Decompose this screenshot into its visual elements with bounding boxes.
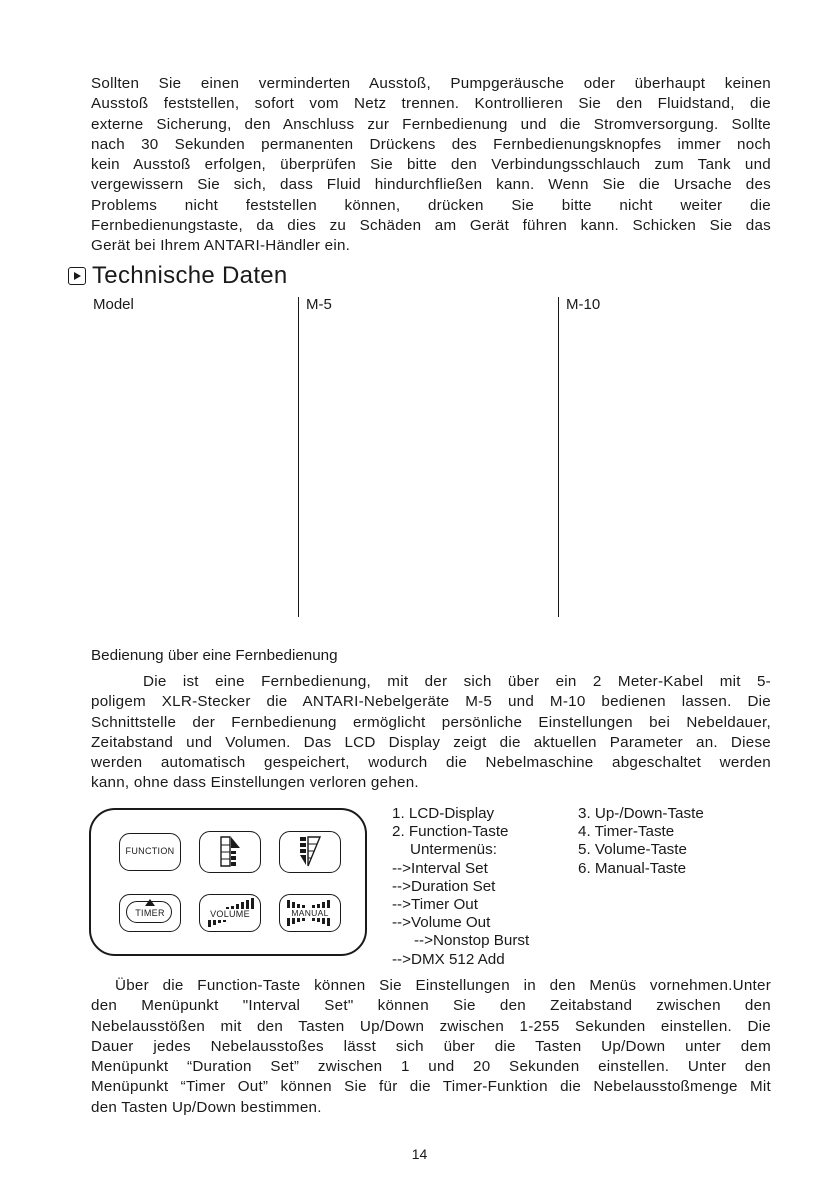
remote-line: Die ist eine Fernbedienung, mit der sich über ein 2 Meter-Kabel mit 5-	[143, 673, 771, 690]
intro-line: kein Ausstoß erfolgen, überprüfen Sie bitte den Verbindungsschlauch zum Tank und	[91, 156, 771, 174]
timer-button	[119, 894, 181, 932]
legend-item: Untermenüs:	[410, 841, 497, 859]
spec-col-model: Model	[93, 296, 134, 313]
legend-item: 6. Manual-Taste	[578, 859, 687, 877]
closing-line: Nebelausstößen mit den Tasten Up/Down zwischen 1-255 Sekunden einstellen. Die	[91, 1017, 771, 1035]
legend-item: 4. Timer-Taste	[578, 823, 675, 841]
closing-line: Menüpunkt “Timer Out” können Sie für die Timer-Funktion die Nebelausstoßmenge Mit	[91, 1078, 771, 1096]
legend-item: 1. LCD-Display	[392, 805, 495, 822]
legend-item: 5. Volume-Taste	[578, 841, 687, 859]
closing-line: Dauer jedes Nebelausstoßes lässt sich über die Tasten Up/Down unter dem	[91, 1037, 771, 1055]
triangle-up-icon	[145, 899, 155, 906]
down-button	[279, 831, 341, 873]
volume-bars-low-icon	[208, 920, 238, 928]
manual-button	[279, 894, 341, 932]
legend-left	[392, 805, 529, 969]
intro-line: Sollten Sie einen verminderten Ausstoß, Pumpgeräusche oder überhaupt keinen	[91, 75, 771, 92]
legend-right	[578, 805, 704, 878]
down-icon	[280, 832, 340, 872]
intro-line: externe Sicherung, den Anschluss zur Fernbedienung und die Stromversorgung. Sollte	[91, 115, 771, 133]
intro-line: Problems nicht feststellen können, drücken Sie bitte nicht weiter die	[91, 196, 771, 214]
manual-button-label: MANUAL	[291, 908, 329, 918]
remote-line: poligem XLR-Stecker die ANTARI-Nebelgeräte M-5 und M-10 bedienen lassen. Die	[91, 693, 771, 711]
intro-line: Gerät bei Ihrem ANTARI-Händler ein.	[91, 237, 351, 255]
spec-divider	[298, 297, 299, 617]
closing-line: Über die Function-Taste können Sie Einstellungen in den Menüs vornehmen.Unter	[115, 977, 771, 994]
remote-line: Zeitabstand und Volumen. Das LCD Display zeigt die aktuellen Parameter an. Diese	[91, 733, 771, 751]
section-title: Technische Daten	[92, 262, 288, 289]
intro-line: Ausstoß feststellen, sofort vom Netz trennen. Kontrollieren Sie den Fluidstand, die	[91, 95, 771, 113]
remote-heading: Bedienung über eine Fernbedienung	[91, 647, 338, 664]
legend-item: -->Nonstop Burst	[414, 932, 530, 950]
intro-line: Fernbedienungstaste, da dies zu Schäden am Gerät führen kann. Schicken Sie das	[91, 217, 771, 235]
legend-item: -->Duration Set	[392, 877, 496, 895]
volume-button	[199, 894, 261, 932]
intro-paragraph	[91, 74, 771, 257]
intro-line: nach 30 Sekunden permanenten Drückens des Fernbedienungsknopfes immer noch	[91, 135, 771, 153]
function-button-label: FUNCTION	[125, 846, 175, 856]
legend-item: -->DMX 512 Add	[392, 950, 505, 968]
function-button	[119, 833, 181, 871]
intro-line: vergewissern Sie sich, dass Fluid hindurchfließen kann. Wenn Sie die Ursache des	[91, 176, 771, 194]
spec-col-m10: M-10	[566, 296, 601, 313]
remote-line: werden automatisch gespeichert, wodurch die Nebelmaschine abgeschaltet werden	[91, 754, 771, 772]
legend-item: 2. Function-Taste	[392, 823, 509, 841]
closing-line: den Tasten Up/Down bestimmen.	[91, 1098, 322, 1116]
legend-item: -->Interval Set	[392, 859, 488, 877]
spec-divider	[558, 297, 559, 617]
remote-paragraph	[91, 672, 771, 794]
section-heading	[68, 262, 288, 290]
timer-button-label: TIMER	[135, 908, 165, 918]
remote-control-illustration	[89, 808, 367, 956]
up-button	[199, 831, 261, 873]
remote-line: Schnittstelle der Fernbedienung ermöglicht persönliche Einstellungen bei Nebeldauer,	[91, 713, 771, 731]
legend-item: -->Volume Out	[392, 914, 491, 932]
remote-line: kann, ohne dass Einstellungen verloren gehen.	[91, 774, 419, 792]
volume-button-label: VOLUME	[210, 909, 250, 919]
closing-line: den Menüpunkt "Interval Set" können Sie den Zeitabstand zwischen den	[91, 997, 771, 1015]
legend-item: 3. Up-/Down-Taste	[578, 805, 704, 822]
spec-col-m5: M-5	[306, 296, 332, 313]
play-icon	[68, 267, 86, 285]
closing-line: Menüpunkt “Duration Set” zwischen 1 und 20 Sekunden einstellen. Unter den	[91, 1058, 771, 1076]
legend-item: -->Timer Out	[392, 896, 478, 914]
page-number: 14	[411, 1146, 428, 1162]
up-icon	[200, 832, 260, 872]
closing-paragraph	[91, 976, 771, 1118]
